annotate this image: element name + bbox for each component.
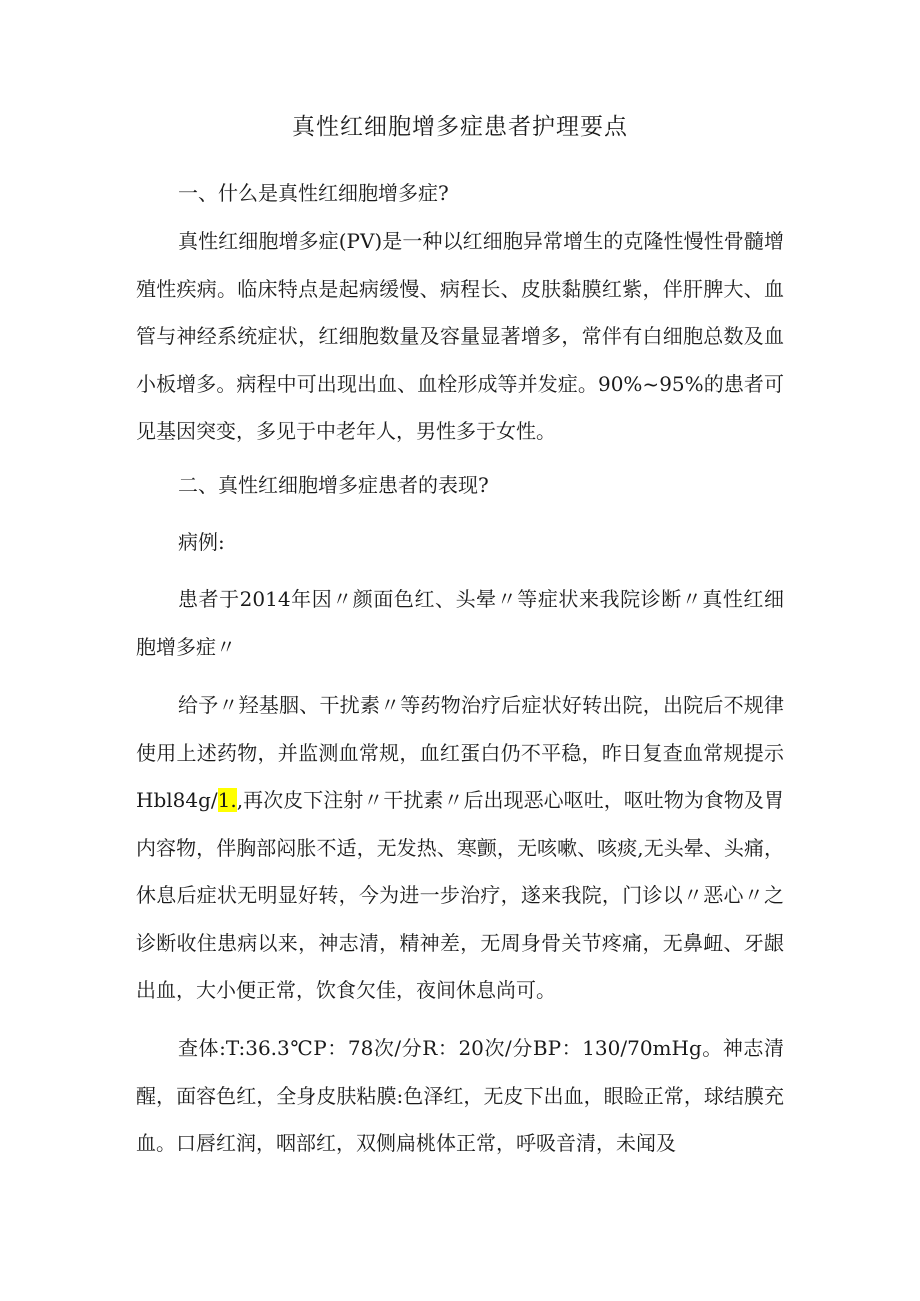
section-heading-1: 一、什么是真性红细胞增多症? — [178, 181, 449, 205]
section-heading-2: 二、真性红细胞增多症患者的表现? — [178, 473, 489, 497]
document-title: 真性红细胞增多症患者护理要点 — [292, 114, 628, 140]
treatment-text-before: 给予〃羟基胭、干扰素〃等药物治疗后症状好转出院，出院后不规律使用上述药物，并监测血常规，血红蛋白仍不平稳，昨日复查血常规提示Hbl84g/ — [136, 693, 784, 812]
paragraph-treatment — [136, 682, 784, 1015]
case-label: 病例: — [178, 530, 225, 554]
paragraph-case-history: 患者于2014年因〃颜面色红、头晕〃等症状来我院诊断〃真性红细胞增多症〃 — [136, 587, 784, 659]
treatment-text-after: ,再次皮下注射〃干扰素〃后出现恶心呕吐，呕吐物为食物及胃内容物，伴胸部闷胀不适，无发热、寒颤，无咳嗽、咳痰,无头晕、头痛，休息后症状无明显好转，今为进一步治疗，遂来我院，门诊以〃恶心〃之诊断收住患病以来，神志清，精神差，无周身骨关节疼痛，无鼻衄、牙龈出血，大小便正常，饮食欠佳，夜间休息尚可。 — [136, 788, 784, 1002]
paragraph-physical-exam: 查体:T:36.3℃P：78次/分R：20次/分BP：130/70mHg。神志清醒，面容色红，全身皮肤粘膜:色泽红，无皮下出血，眼睑正常，球结膜充血。口唇红润，咽部红，双侧扁桃体正常，呼吸音清，未闻及 — [136, 1036, 784, 1155]
paragraph-definition: 真性红细胞增多症(PV)是一种以红细胞异常增生的克隆性慢性骨髓增殖性疾病。临床特点是起病缓慢、病程长、皮肤黏膜红紫，伴肝脾大、血管与神经系统症状，红细胞数量及容量显著增多，常伴有白细胞总数及血小板增多。病程中可出现出血、血栓形成等并发症。90%~95%的患者可见基因突变，多见于中老年人，男性多于女性。 — [136, 229, 784, 443]
highlighted-text: 1. — [217, 788, 237, 812]
